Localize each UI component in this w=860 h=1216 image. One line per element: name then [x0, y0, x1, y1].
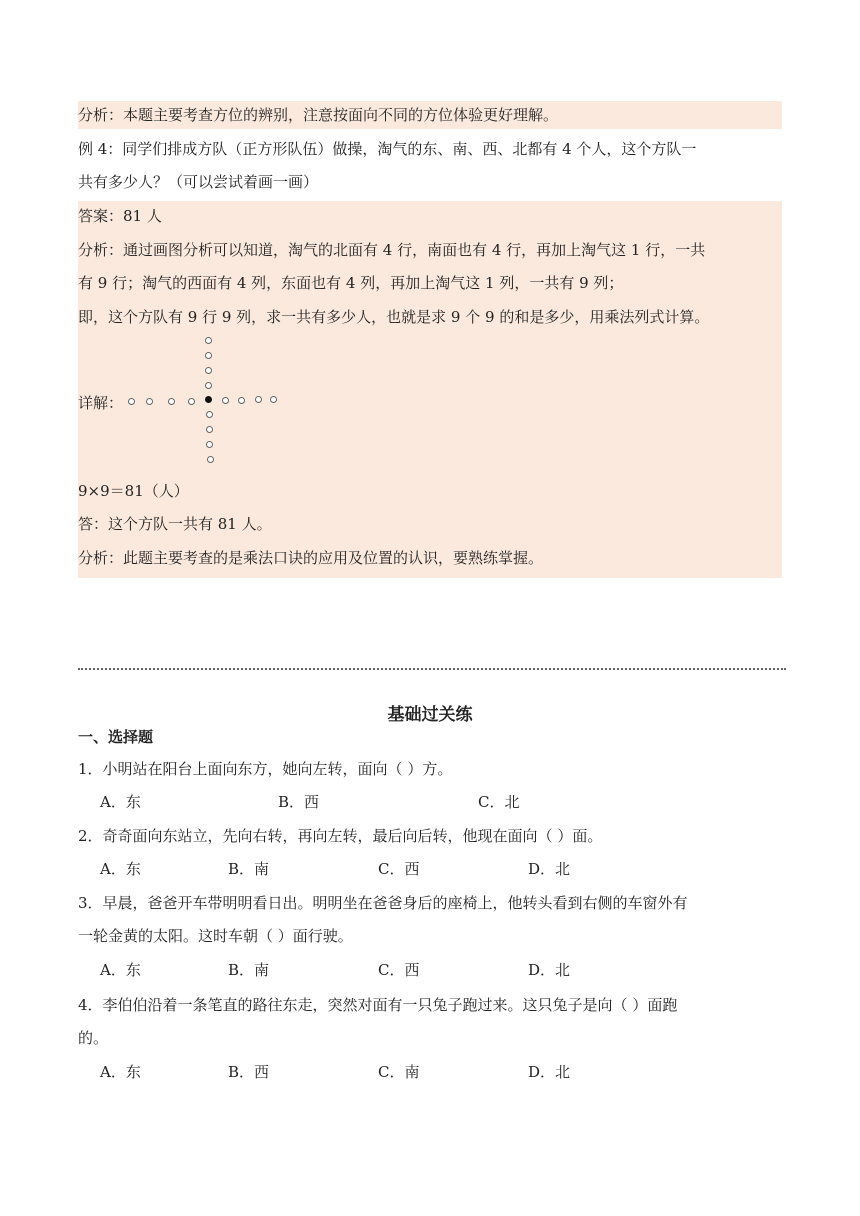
example-question-line2: 共有多少人？（可以尝试着画一画）	[78, 173, 319, 191]
q2-option-d: D．北	[528, 860, 571, 878]
q2-option-b: B．南	[228, 860, 270, 878]
person-dot	[222, 397, 229, 404]
section-heading: 一、选择题	[78, 728, 154, 746]
q1-option-a: A．东	[100, 793, 141, 811]
person-dot	[205, 352, 212, 359]
person-dot	[270, 396, 277, 403]
q1-option-c: C．北	[478, 793, 520, 811]
final-analysis: 分析：此题主要考查的是乘法口诀的应用及位置的认识，要熟练掌握。	[78, 549, 544, 567]
q2-option-a: A．东	[100, 860, 141, 878]
example-answer: 答案：81 人	[78, 207, 162, 225]
q3-option-a: A．东	[100, 961, 141, 979]
question-3-line2: 一轮金黄的太阳。这时车朝（ ）面行驶。	[78, 927, 353, 945]
detail-label: 详解：	[78, 394, 124, 412]
q3-option-c: C．西	[378, 961, 420, 979]
person-dot	[206, 411, 213, 418]
person-dot	[188, 398, 195, 405]
person-dot	[205, 367, 212, 374]
q4-option-d: D．北	[528, 1063, 571, 1081]
q3-option-d: D．北	[528, 961, 571, 979]
person-dot	[206, 426, 213, 433]
example-analysis-line2: 有 9 行；淘气的西面有 4 列，东面也有 4 列，再加上淘气这 1 列，一共有 9 列；	[78, 274, 624, 292]
practice-title: 基础过关练	[387, 705, 473, 725]
q3-option-b: B．南	[228, 961, 270, 979]
person-dot	[207, 456, 214, 463]
previous-analysis: 分析：本题主要考查方位的辨别，注意按面向不同的方位体验更好理解。	[78, 106, 559, 124]
person-dot	[238, 397, 245, 404]
q4-option-b: B．西	[228, 1063, 270, 1081]
question-4-line1: 4．李伯伯沿着一条笔直的路往东走，突然对面有一只兔子跑过来。这只兔子是向（ ）面跑	[78, 996, 678, 1014]
example-analysis-line1: 分析：通过画图分析可以知道，淘气的北面有 4 行，南面也有 4 行，再加上淘气这 1 行，一共	[78, 241, 706, 259]
person-dot	[255, 396, 262, 403]
question-1: 1．小明站在阳台上面向东方，她向左转，面向（ ）方。	[78, 760, 453, 778]
question-3-line1: 3．早晨，爸爸开车带明明看日出。明明坐在爸爸身后的座椅上，他转头看到右侧的车窗外有	[78, 894, 688, 912]
equation: 9×9＝81（人）	[78, 482, 189, 500]
section-divider	[78, 668, 786, 670]
q4-option-c: C．南	[378, 1063, 420, 1081]
final-answer: 答：这个方队一共有 81 人。	[78, 515, 272, 533]
example-analysis-line3: 即，这个方队有 9 行 9 列，求一共有多少人，也就是求 9 个 9 的和是多少，用乘法列式计算。	[78, 308, 710, 326]
person-dot	[146, 398, 153, 405]
person-dot	[205, 337, 212, 344]
person-dot	[168, 398, 175, 405]
question-2: 2．奇奇面向东站立，先向右转，再向左转，最后向后转，他现在面向（ ）面。	[78, 827, 603, 845]
q4-option-a: A．东	[100, 1063, 141, 1081]
person-dot	[128, 398, 135, 405]
q2-option-c: C．西	[378, 860, 420, 878]
taoqi-dot	[205, 396, 212, 403]
example-question-line1: 例 4：同学们排成方队（正方形队伍）做操，淘气的东、南、西、北都有 4 个人，这个方队一	[78, 140, 697, 158]
question-4-line2: 的。	[78, 1029, 109, 1047]
person-dot	[205, 382, 212, 389]
q1-option-b: B．西	[278, 793, 320, 811]
person-dot	[206, 441, 213, 448]
